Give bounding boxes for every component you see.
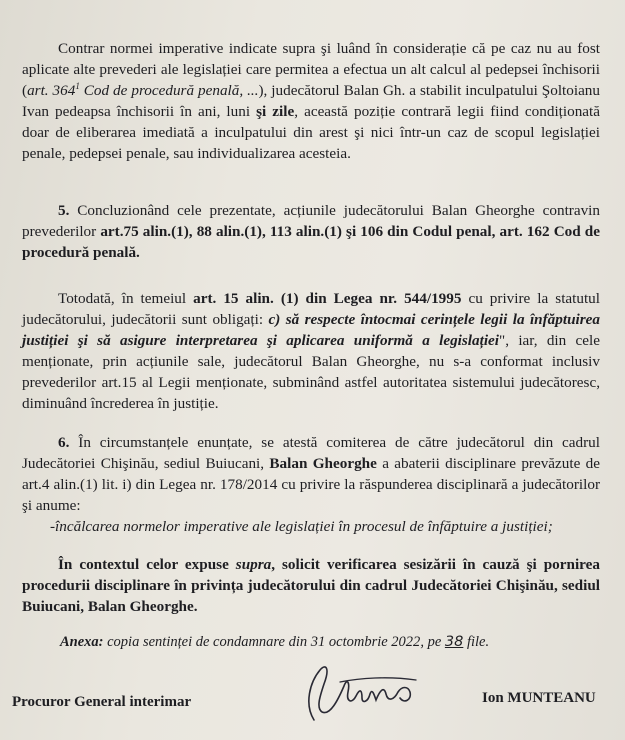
p4-number: 6. <box>58 434 70 451</box>
p3-quoted-obligation: c) să respecte întocmai cerințele legii la înfăptuirea justiției şi să asigure interpretarea şi aplicarea uniformă a legislației <box>22 311 600 349</box>
paragraph-5 <box>22 200 600 263</box>
p1-bold-zile: şi zile <box>256 103 295 120</box>
annex-label: Anexa: <box>60 634 104 650</box>
signatory-name: Ion MUNTEANU <box>482 690 596 706</box>
p1-article: art. 364 <box>27 82 76 99</box>
p1-article-sup: 1 <box>75 80 80 91</box>
p2-text-1: Concluzionând cele prezentate, acțiunile judecătorului Balan Gheorghe contravin prevederilor <box>22 202 600 240</box>
annex-date: 31 octombrie 2022 <box>310 634 421 650</box>
annex-page-count: 38 <box>444 634 464 650</box>
p5-text-3: , solicit verificarea sesizării în cauză şi pornirea procedurii disciplinare în privința judecătorului din cadrul Judecătoriei Chişinău, sediul Buiucani, Balan Gheorghe. <box>22 556 600 615</box>
handwritten-signature <box>300 660 430 724</box>
annex-text-2: , pe <box>420 634 445 650</box>
p1-text-1: Contrar normei imperative indicate supra şi luând în considerație că pe caz nu au fost aplicate alte prevederi ale legislației care permitea a efectua un alt calcul al pedepsei închisorii ( <box>22 40 600 99</box>
p1-article-rest: Cod de procedură penală, ... <box>79 82 259 99</box>
signature-stroke <box>309 667 410 720</box>
annex-text-3: file. <box>463 634 490 650</box>
paragraph-contrar <box>22 38 600 164</box>
p4-main <box>22 432 600 516</box>
p2-bold-articles: art.75 alin.(1), 88 alin.(1), 113 alin.(1) şi 106 din Codul penal, art. 162 Cod de procedură penală. <box>22 223 600 261</box>
p4-bold-name: Balan Gheorghe <box>269 455 377 472</box>
signatory-title: Procuror General interimar <box>12 694 192 710</box>
paragraph-6 <box>22 432 600 537</box>
p4-violation-item: -încălcarea normelor imperative ale legislației în procesul de înfăptuire a justiției; <box>50 518 553 535</box>
p4-text-3: a abaterii disciplinare prevăzute de art.4 alin.(1) lit. i) din Legea nr. 178/2014 cu privire la răspunderea disciplinară a judecătorilor şi anume: <box>22 455 601 514</box>
paragraph-totodata <box>22 288 600 414</box>
p1-text-3: ), judecătorul Balan Gh. a stabilit inculpatului Şoltoianu Ivan pedeapsa închisorii în ani, luni <box>22 82 600 120</box>
p3-text-1: Totodată, în temeiul <box>58 290 194 307</box>
p5-supra: supra <box>235 556 272 573</box>
p1-article-ref <box>27 82 258 99</box>
annex-line <box>60 634 489 651</box>
annex-text-1: copia sentinței de condamnare din <box>103 634 311 650</box>
p3-text-3: cu privire la statutul judecătorului, judecătorii sunt obligați: <box>22 290 600 328</box>
p5-text-1: În contextul celor expuse <box>58 556 236 573</box>
p3-text-5: ", iar, din cele menționate, prin acțiunile sale, judecătorul Balan Gheorghe, nu s-a conformat inclusiv prevederilor art.15 al Legii menționate, subminând astfel autoritatea sistemului judecătoresc, diminuând încrederea în justiție. <box>22 332 600 412</box>
p1-text-5: , această poziție contrară legii fiind condiționată doar de eliberarea imediată a inculpatului din arest şi nici într-un caz de scopul legislației penale, pedepsei penale, sau individualizarea acesteia. <box>22 103 600 162</box>
p3-bold-law: art. 15 alin. (1) din Legea nr. 544/1995 <box>193 290 462 307</box>
p2-number: 5. <box>58 202 70 219</box>
paragraph-request <box>22 554 600 617</box>
p4-text-1: În circumstanțele enunțate, se atestă comiterea de către judecătorul din cadrul Judecătoriei Chişinău, sediul Buiucani, <box>22 434 600 472</box>
signature-underline <box>340 678 416 682</box>
